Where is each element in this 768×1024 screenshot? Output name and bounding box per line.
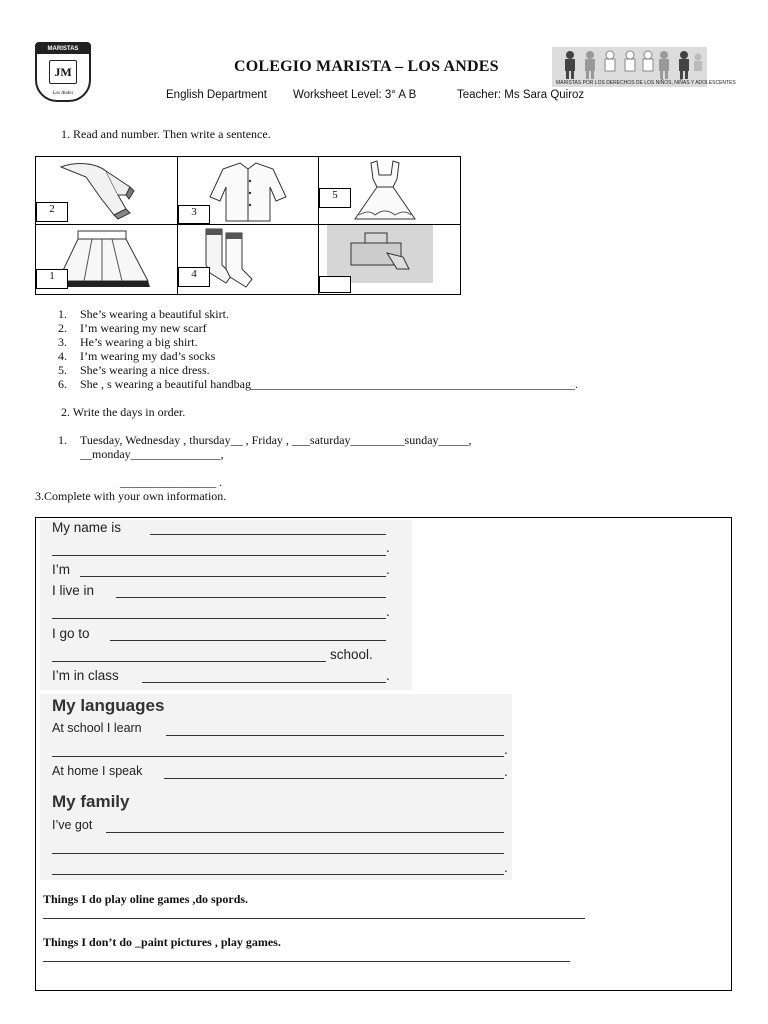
number-box-shirt[interactable]: 3 <box>178 205 210 224</box>
section3-instruction: 3.Complete with your own information. <box>35 489 227 503</box>
sentence-number: 4. <box>58 349 67 363</box>
logo-monogram: JM <box>49 60 77 84</box>
number-box-scarf[interactable]: 2 <box>36 202 68 222</box>
cell-handbag <box>319 225 460 294</box>
section2-instruction: 2. Write the days in order. <box>61 405 186 419</box>
sentence-item <box>58 363 210 378</box>
sentence-item <box>58 349 216 364</box>
days-number: 1. <box>58 433 67 447</box>
cell-skirt <box>36 225 178 294</box>
sentence-number: 3. <box>58 335 67 349</box>
handbag-icon <box>327 225 433 283</box>
age-input-line[interactable] <box>80 576 386 577</box>
cell-shirt <box>178 157 319 225</box>
school-title: COLEGIO MARISTA – LOS ANDES <box>234 58 499 75</box>
days-line-1: Tuesday, Wednesday , thursday__ , Friday , ___saturday_________sunday_____, <box>80 433 472 447</box>
things-do-input-line[interactable] <box>43 918 585 919</box>
sentence-number: 1. <box>58 307 67 321</box>
sentence-item <box>58 335 198 350</box>
at-home-label: At home I speak <box>52 764 143 778</box>
at-school-label: At school I learn <box>52 721 142 735</box>
sentence-item <box>58 307 229 322</box>
i-live-in-label: I live in <box>52 583 95 598</box>
personal-info-box: My name is . I’m . I live in . I go to school. I’m in class . My languages At school I learn . At home I speak . My family I’ve got . Things I do play oline games ,do spords. Things I don’t do _paint pictures , play games. <box>35 517 732 991</box>
home-language-input-line[interactable] <box>164 778 504 779</box>
my-name-label: My name is <box>52 520 122 535</box>
days-line-3: ________________ . <box>120 475 222 489</box>
school-logo <box>35 42 91 102</box>
school-language-input-line[interactable] <box>166 735 504 736</box>
im-in-class-label: I’m in class <box>52 668 119 683</box>
department-label: English Department <box>166 89 267 101</box>
logo-subtitle: Los Andes <box>52 91 74 96</box>
sentence-item <box>58 377 578 392</box>
family-input-line-2[interactable] <box>52 853 504 854</box>
sentence-item <box>58 321 207 336</box>
section1-instruction: 1. Read and number. Then write a sentence. <box>61 127 271 141</box>
number-box-dress[interactable]: 5 <box>319 188 351 208</box>
my-family-heading: My family <box>52 792 130 811</box>
sentence-text: I’m wearing my new scarf <box>80 321 207 335</box>
number-box-socks[interactable]: 4 <box>178 267 210 287</box>
clothes-picture-table <box>35 156 461 295</box>
name-input-line-2[interactable] <box>52 555 386 556</box>
things-i-do: Things I do play oline games ,do spords. <box>43 892 249 906</box>
i-go-to-label: I go to <box>52 626 90 641</box>
things-i-dont-do: Things I don’t do _paint pictures , play games. <box>43 935 281 949</box>
school-label: school. <box>330 647 373 662</box>
number-box-skirt[interactable]: 1 <box>36 269 68 289</box>
teacher-name: Teacher: Ms Sara Quiroz <box>457 89 585 101</box>
days-line-2: __monday_______________, <box>80 447 224 461</box>
sentence-text: She’s wearing a nice dress. <box>80 363 210 377</box>
cell-scarf <box>36 157 178 225</box>
cell-dress <box>319 157 460 225</box>
logo-top-text: MARISTAS <box>37 44 89 54</box>
sentence-number: 6. <box>58 377 67 391</box>
class-input-line[interactable] <box>142 682 386 683</box>
number-box-handbag[interactable] <box>319 276 351 293</box>
sentence-text: She’s wearing a beautiful skirt. <box>80 307 229 321</box>
ive-got-label: I’ve got <box>52 818 93 832</box>
my-languages-heading: My languages <box>52 696 165 715</box>
school-language-input-line-2[interactable] <box>52 756 504 757</box>
school-input-line[interactable] <box>110 640 386 641</box>
sentence-number: 2. <box>58 321 67 335</box>
sentence-text: She , s wearing a beautiful handbag______________________________________________________. <box>80 377 578 391</box>
name-input-line[interactable] <box>150 534 386 535</box>
live-input-line-2[interactable] <box>52 618 386 619</box>
family-input-line-3[interactable] <box>52 874 504 875</box>
sentence-text: He’s wearing a big shirt. <box>80 335 198 349</box>
cell-socks <box>178 225 319 294</box>
banner-caption: MARISTAS POR LOS DERECHOS DE LOS NIÑOS, NIÑAS Y ADOLESCENTES <box>556 80 736 86</box>
sentence-text: I’m wearing my dad’s socks <box>80 349 216 363</box>
sentence-number: 5. <box>58 363 67 377</box>
things-dont-input-line[interactable] <box>43 961 570 962</box>
worksheet-level: Worksheet Level: 3° A B <box>293 89 417 101</box>
school-input-line-2[interactable] <box>52 661 326 662</box>
live-input-line[interactable] <box>116 597 386 598</box>
family-input-line[interactable] <box>106 832 504 833</box>
im-label: I’m <box>52 562 70 577</box>
